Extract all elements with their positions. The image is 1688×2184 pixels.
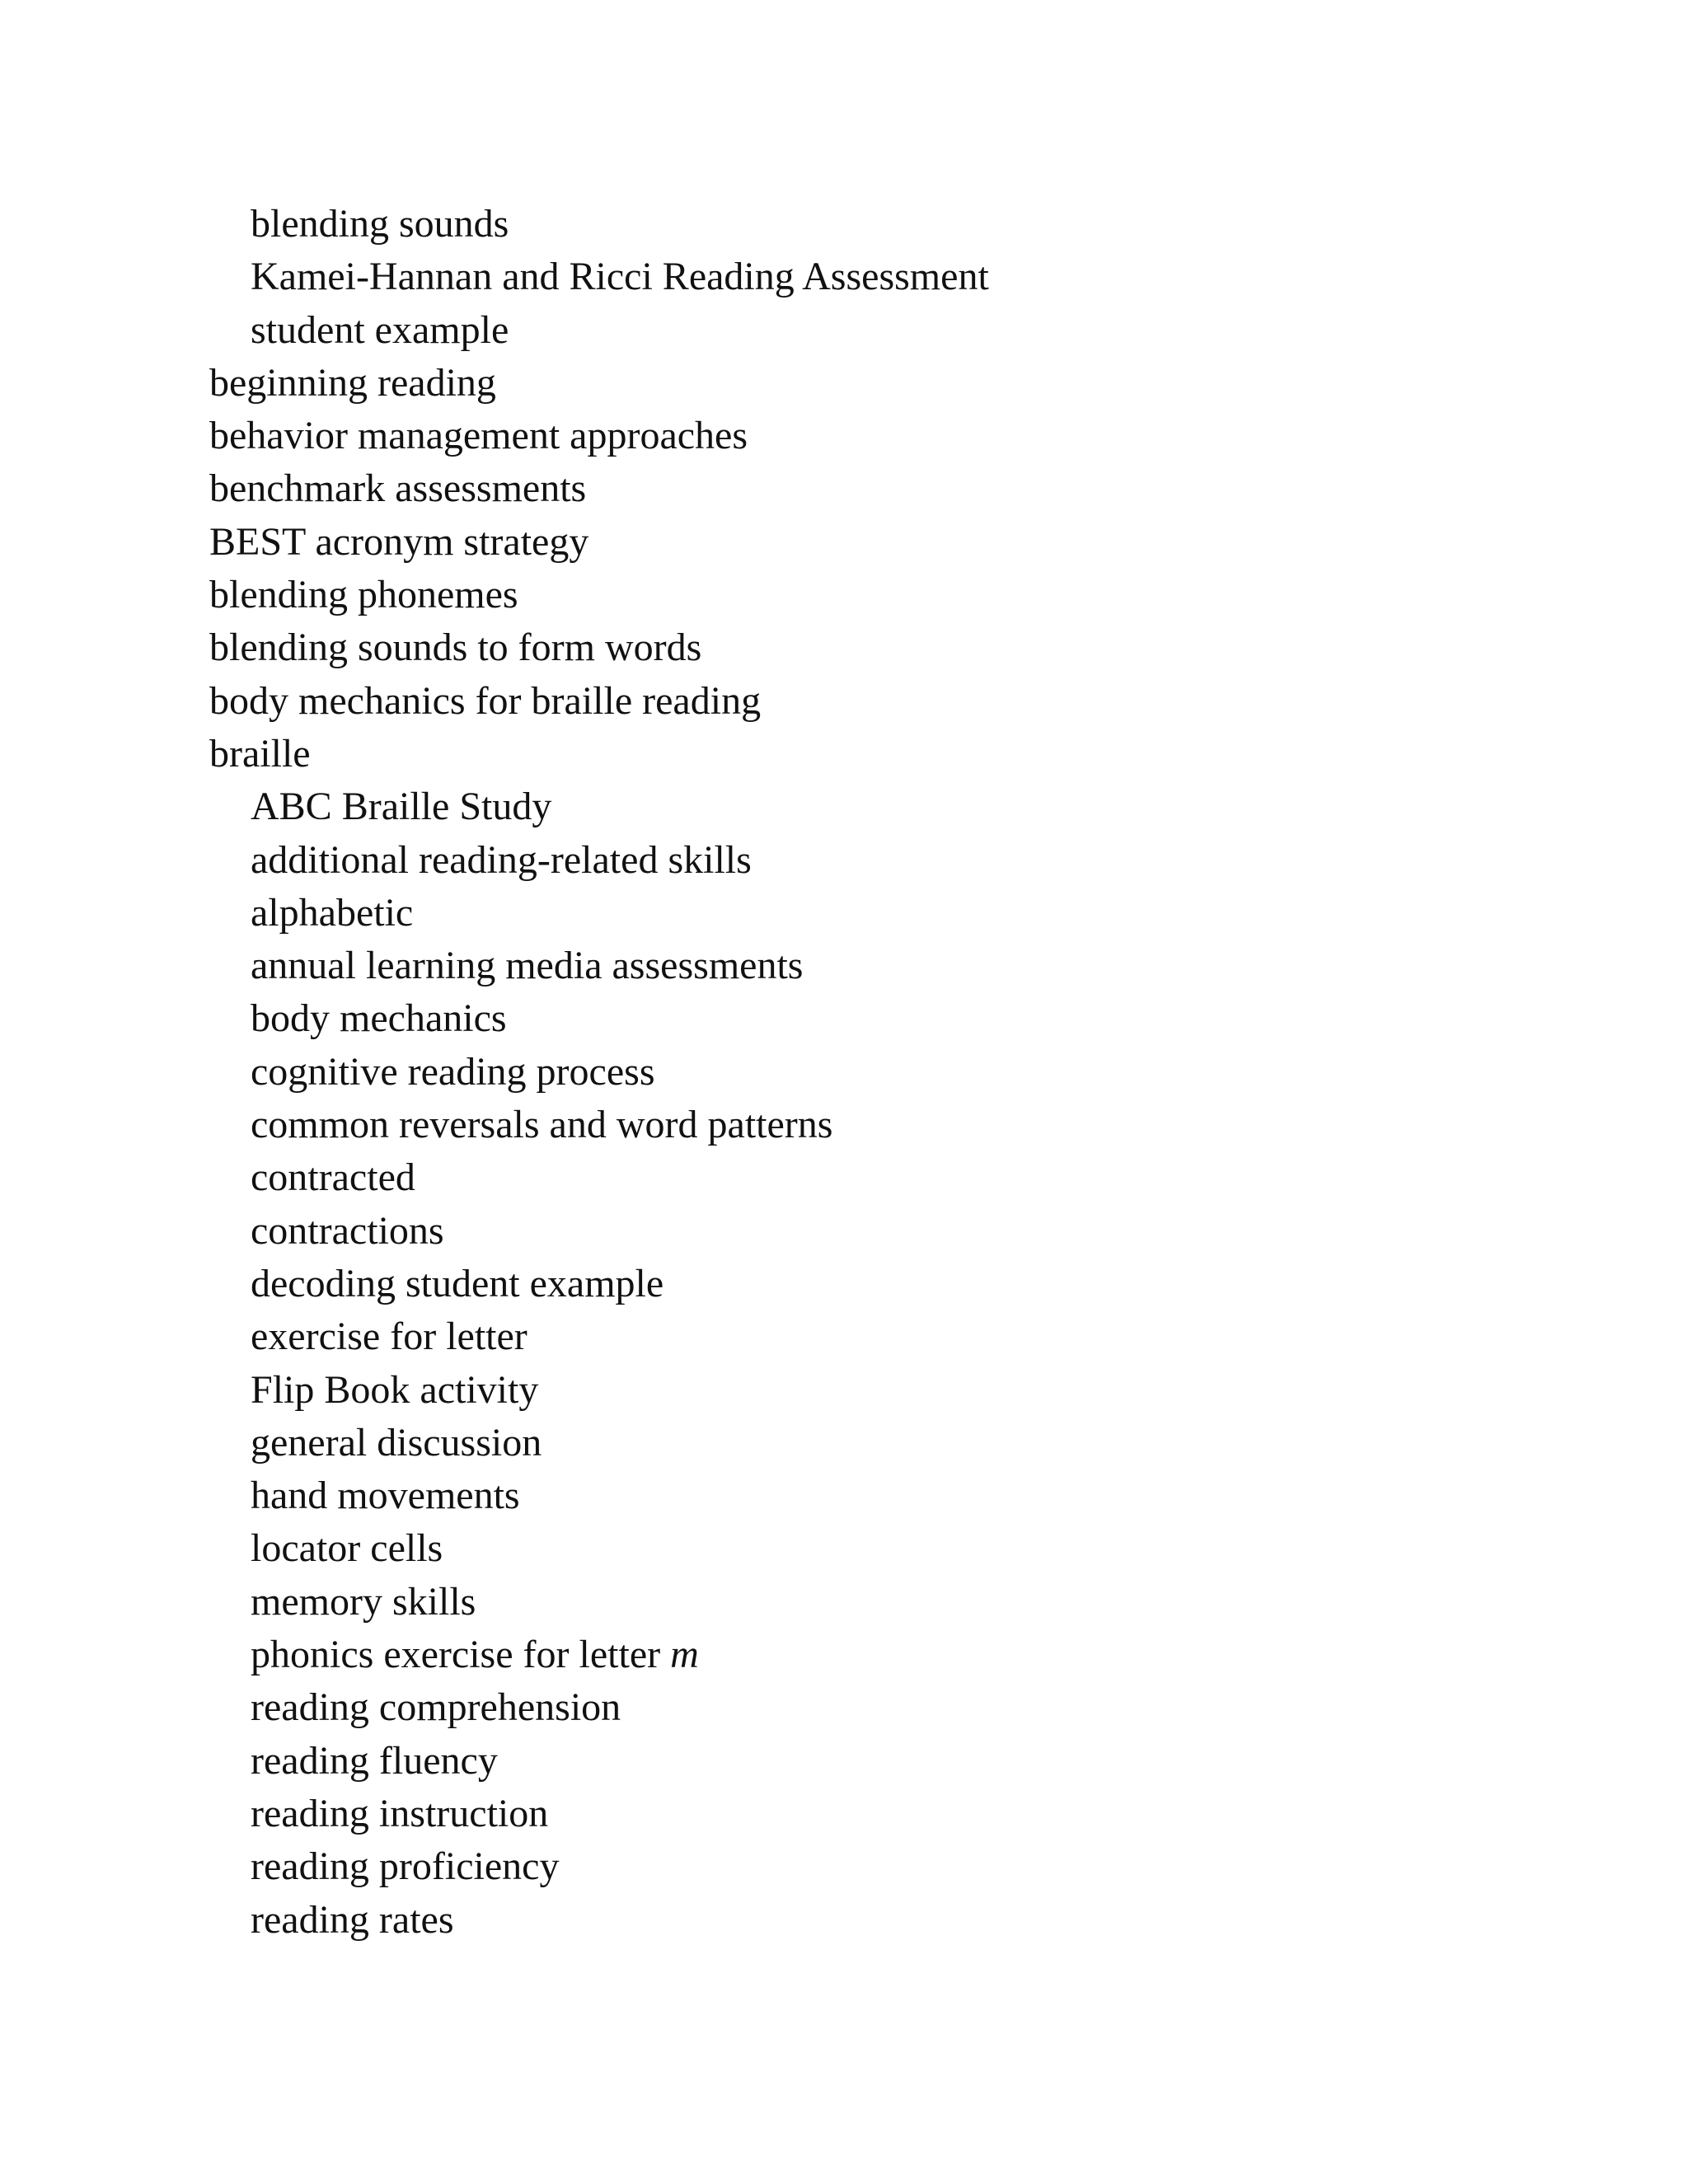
entry-text: annual learning media assessments: [251, 944, 804, 988]
entry-text: phonics exercise for letter: [251, 1633, 671, 1677]
index-entry: [209, 569, 989, 621]
entry-text: BEST acronym strategy: [209, 519, 589, 564]
entry-text: contractions: [251, 1208, 444, 1253]
index-entry: [209, 1046, 989, 1099]
entry-text: braille: [209, 731, 311, 776]
index-entry: [209, 834, 989, 887]
entry-text: reading comprehension: [251, 1685, 621, 1730]
entry-text: student example: [251, 307, 509, 352]
entry-text: reading fluency: [251, 1738, 498, 1783]
index-entry: [209, 728, 989, 780]
entry-text: memory skills: [251, 1579, 476, 1624]
entry-text: benchmark assessments: [209, 466, 587, 511]
index-entry: [209, 1629, 989, 1681]
index-entry: [209, 1469, 989, 1522]
entry-text: beginning reading: [209, 360, 496, 405]
entry-text: additional reading-related skills: [251, 837, 752, 882]
index-entry: [209, 1364, 989, 1417]
index-entry: [209, 251, 989, 303]
entry-text: body mechanics for braille reading: [209, 678, 762, 723]
entry-text: body mechanics: [251, 996, 507, 1041]
index-entry: [209, 1417, 989, 1469]
index-entry: [209, 1681, 989, 1734]
entry-text: Kamei-Hannan and Ricci Reading Assessment: [251, 255, 989, 299]
index-entry: [209, 1788, 989, 1840]
index-entry: [209, 1735, 989, 1788]
index-entry: [209, 1522, 989, 1575]
entry-text: blending phonemes: [209, 573, 518, 617]
index-entry: [209, 780, 989, 833]
index-entry: [209, 1205, 989, 1258]
entry-text: contracted: [251, 1155, 415, 1200]
entry-text: exercise for letter: [251, 1315, 528, 1359]
index-entry: [209, 675, 989, 728]
index-entry: [209, 516, 989, 569]
index-entry: [209, 1840, 989, 1893]
index-entry: [209, 621, 989, 674]
index-entry: [209, 1310, 989, 1363]
entry-text: general discussion: [251, 1420, 542, 1465]
index-entry: [209, 887, 989, 940]
index-entry: [209, 1258, 989, 1310]
index-entry: [209, 1576, 989, 1629]
entry-text: reading instruction: [251, 1791, 549, 1835]
entry-text: hand movements: [251, 1474, 520, 1518]
entry-text: behavior management approaches: [209, 414, 748, 458]
entry-text: reading proficiency: [251, 1844, 560, 1889]
entry-italic-text: m: [670, 1633, 699, 1677]
index-entry: [209, 304, 989, 357]
entry-text: decoding student example: [251, 1261, 664, 1305]
entry-text: ABC Braille Study: [251, 785, 552, 829]
entry-text: reading rates: [251, 1897, 454, 1942]
index-entry: [209, 940, 989, 992]
entry-text: Flip Book activity: [251, 1367, 539, 1412]
entry-text: blending sounds: [251, 202, 509, 246]
index-entry: [209, 992, 989, 1045]
index-list: [209, 198, 989, 1947]
index-entry: [209, 462, 989, 515]
entry-text: alphabetic: [251, 890, 414, 935]
entry-text: common reversals and word patterns: [251, 1103, 833, 1147]
entry-text: blending sounds to form words: [209, 626, 702, 670]
entry-text: cognitive reading process: [251, 1049, 655, 1094]
index-entry: [209, 357, 989, 410]
index-entry: [209, 198, 989, 251]
index-entry: [209, 1894, 989, 1947]
index-entry: [209, 1151, 989, 1204]
index-entry: [209, 1099, 989, 1151]
entry-text: locator cells: [251, 1526, 443, 1571]
index-entry: [209, 410, 989, 462]
